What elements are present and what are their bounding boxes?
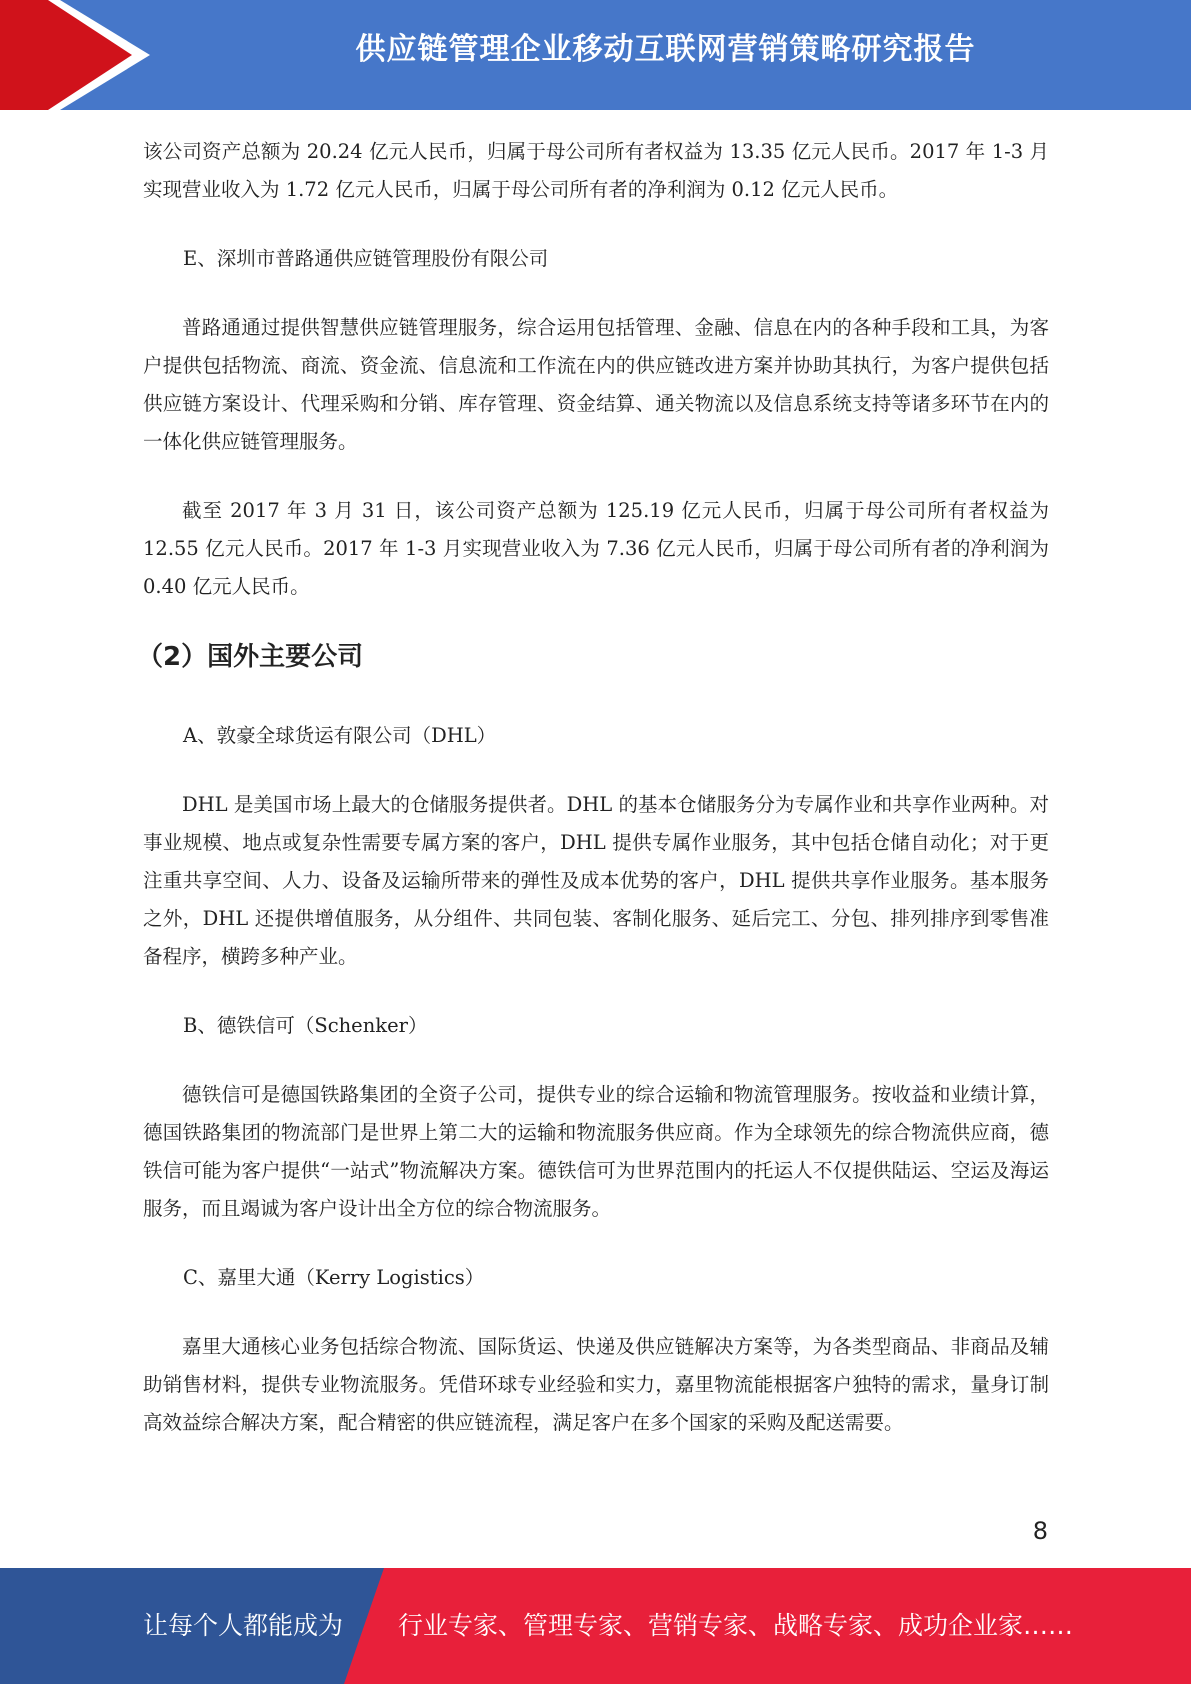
- paragraph-company-e-services: 普路通通过提供智慧供应链管理服务，综合运用包括管理、金融、信息在内的各种手段和工具，为客户提供包括物流、商流、资金流、信息流和工作流在内的供应链改进方案并协助其执行，为客户提供包括供应链方案设计、代理采购和分销、库存管理、资金结算、通关物流以及信息系统支持等诸多环节在内的一体化供应链管理服务。: [143, 316, 1049, 453]
- paragraph-company-a: DHL 是美国市场上最大的仓储服务提供者。DHL 的基本仓储服务分为专属作业和共享作业两种。对事业规模、地点或复杂性需要专属方案的客户，DHL 提供专属作业服务，其中包括仓储自动化；对于更注重共享空间、人力、设备及运输所带来的弹性及成本优势的客户，DHL 提供共享作业服务。基本服务之外，DHL 还提供增值服务，从分组件、共同包装、客制化服务、延后完工、分包、排列排序到零售准备程序，横跨多种产业。: [143, 793, 1049, 968]
- company-e-heading: E、深圳市普路通供应链管理股份有限公司: [183, 247, 549, 270]
- company-a-heading: A、敦豪全球货运有限公司（DHL）: [183, 724, 497, 747]
- paragraph-company-c: 嘉里大通核心业务包括综合物流、国际货运、快递及供应链解决方案等，为各类型商品、非商品及辅助销售材料，提供专业物流服务。凭借环球专业经验和实力，嘉里物流能根据客户独特的需求，量身订制高效益综合解决方案，配合精密的供应链流程，满足客户在多个国家的采购及配送需要。: [143, 1335, 1049, 1434]
- header-arrow-decoration: [0, 0, 150, 110]
- section-heading-foreign-companies: （2）国外主要公司: [137, 642, 364, 672]
- footer-slogan-left: 让每个人都能成为: [143, 1611, 344, 1640]
- document-body: [137, 133, 1049, 1473]
- page-footer: [0, 1568, 1191, 1684]
- page-number: 8: [1032, 1517, 1048, 1545]
- paragraph-company-d-financials: 该公司资产总额为 20.24 亿元人民币，归属于母公司所有者权益为 13.35 亿元人民币。2017 年 1-3 月实现营业收入为 1.72 亿元人民币，归属于母公司所有者的净利润为 0.12 亿元人民币。: [143, 140, 1049, 201]
- report-title: 供应链管理企业移动互联网营销策略研究报告: [355, 32, 976, 67]
- company-c-heading: C、嘉里大通（Kerry Logistics）: [183, 1266, 485, 1289]
- company-b-heading: B、德铁信可（Schenker）: [183, 1014, 428, 1037]
- paragraph-company-b: 德铁信可是德国铁路集团的全资子公司，提供专业的综合运输和物流管理服务。按收益和业绩计算，德国铁路集团的物流部门是世界上第二大的运输和物流服务供应商。作为全球领先的综合物流供应商，德铁信可能为客户提供“一站式”物流解决方案。德铁信可为世界范围内的托运人不仅提供陆运、空运及海运服务，而且竭诚为客户设计出全方位的综合物流服务。: [143, 1083, 1049, 1220]
- footer-slogan-right: 行业专家、管理专家、营销专家、战略专家、成功企业家……: [398, 1611, 1074, 1640]
- page-header: [0, 0, 1191, 110]
- paragraph-company-e-financials: 截至 2017 年 3 月 31 日，该公司资产总额为 125.19 亿元人民币，归属于母公司所有者权益为 12.55 亿元人民币。2017 年 1-3 月实现营业收入为 7.36 亿元人民币，归属于母公司所有者的净利润为 0.40 亿元人民币。: [143, 499, 1049, 598]
